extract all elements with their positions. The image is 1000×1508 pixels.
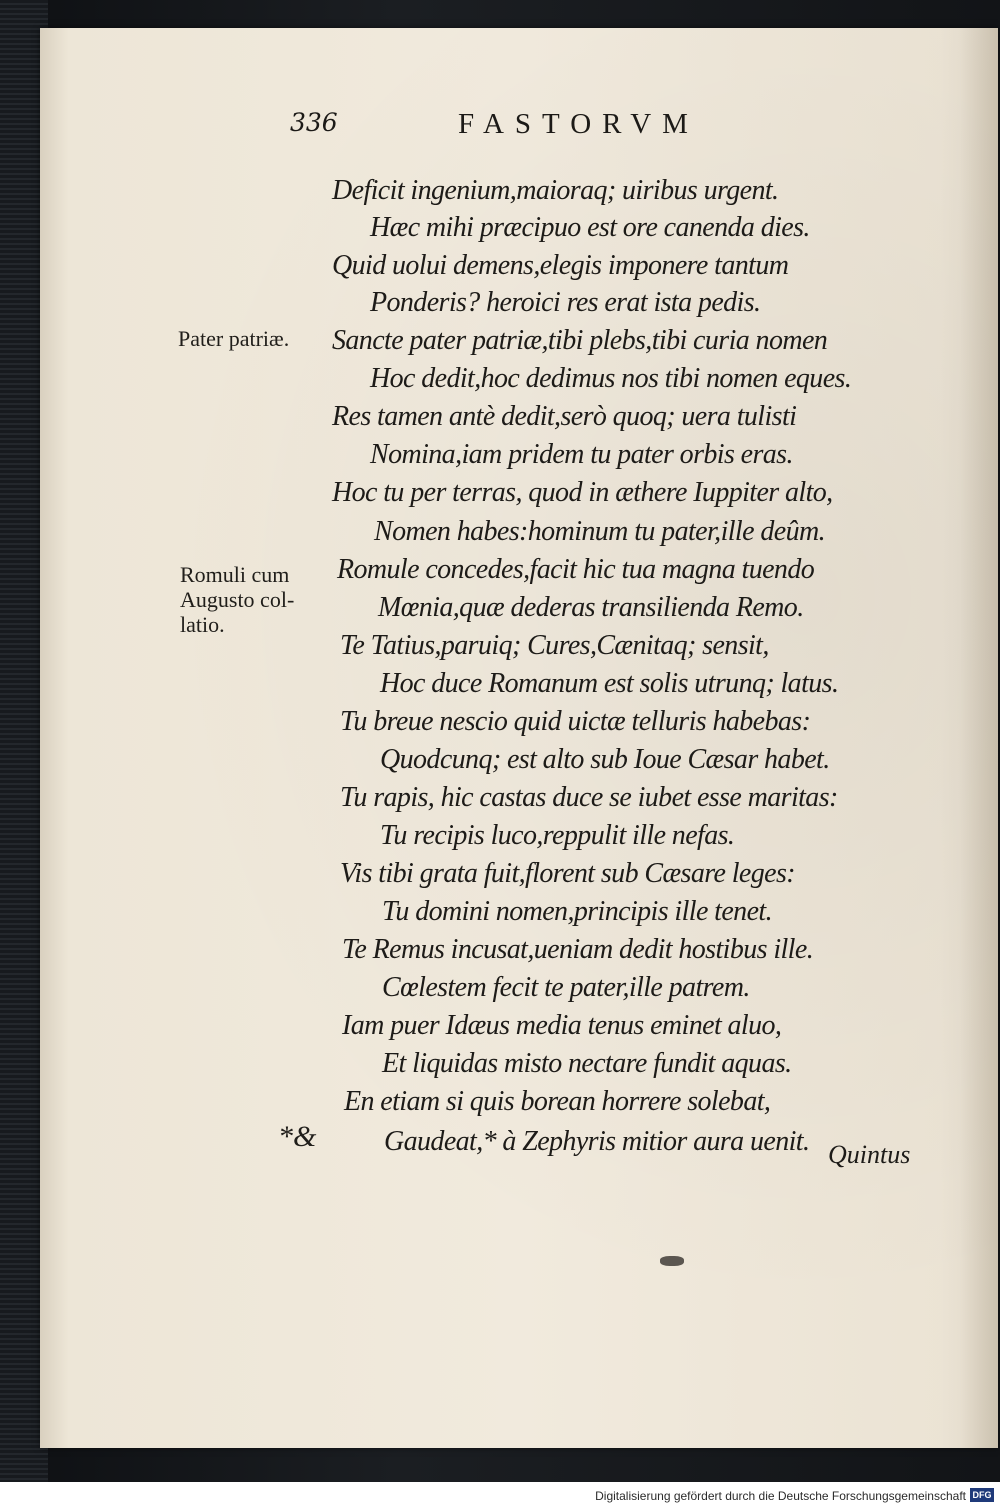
verse-line: Tu breue nescio quid uictæ telluris habebas: [340, 706, 811, 737]
verse-line: Nomen habes:hominum tu pater,ille deûm. [374, 516, 825, 547]
verse-line: Iam puer Idæus media tenus eminet aluo, [342, 1010, 782, 1041]
verse-line: Ponderis? heroici res erat ista pedis. [370, 287, 761, 318]
margin-note-pater-patriae: Pater patriæ. [178, 326, 290, 351]
verse-line: Tu rapis, hic castas duce se iubet esse maritas: [340, 782, 838, 813]
verse-line: Nomina,iam pridem tu pater orbis eras. [370, 439, 793, 470]
ink-blot [660, 1256, 684, 1266]
verse-line: Vis tibi grata fuit,florent sub Cæsare leges: [340, 858, 795, 889]
catchword: Quintus [828, 1140, 911, 1169]
margin-note-line: Romuli cum [180, 562, 290, 587]
verse-line: Cœlestem fecit te pater,ille patrem. [382, 972, 750, 1003]
margin-note-line: latio. [180, 612, 225, 637]
verse-line: Hoc dedit,hoc dedimus nos tibi nomen eques. [370, 363, 852, 394]
margin-note-line: Augusto col- [180, 587, 295, 612]
page-number: 336 [290, 108, 338, 137]
verse-line: Quid uolui demens,elegis imponere tantum [332, 250, 789, 281]
verse-line: Hoc duce Romanum est solis utrunq; latus. [380, 668, 839, 699]
verse-line: Tu domini nomen,principis ille tenet. [382, 896, 772, 927]
dfg-logo-icon: DFG [970, 1488, 994, 1502]
verse-line: Et liquidas misto nectare fundit aquas. [382, 1048, 792, 1079]
verse-line: Tu recipis luco,reppulit ille nefas. [380, 820, 735, 851]
verse-line: Te Tatius,paruiq; Cures,Cænitaq; sensit, [340, 630, 769, 661]
verse-line: Sancte pater patriæ,tibi plebs,tibi curia nomen [332, 325, 828, 356]
margin-note-romuli [180, 562, 294, 637]
verse-line: Quodcunq; est alto sub Ioue Cæsar habet. [380, 744, 830, 775]
verse-line: Te Remus incusat,ueniam dedit hostibus ille. [342, 934, 814, 965]
verse-line: Deficit ingenium,maioraq; uiribus urgent. [332, 175, 779, 206]
verse-line: Hæc mihi præcipuo est ore canenda dies. [370, 212, 810, 243]
verse-line: Hoc tu per terras, quod in æthere Iuppiter alto, [332, 477, 833, 508]
verse-line: Res tamen antè dedit,serò quoq; uera tulisti [332, 401, 797, 432]
page-header [290, 108, 750, 142]
verse-line: Gaudeat,* à Zephyris mitior aura uenit. [384, 1126, 810, 1157]
page-shadow [940, 28, 998, 1448]
verse-line: Mœnia,quæ dederas transilienda Remo. [378, 592, 804, 623]
digitization-credit: Digitalisierung gefördert durch die Deutsche Forschungsgemeinschaft [595, 1489, 966, 1503]
verse-line: Romule concedes,facit hic tua magna tuendo [337, 554, 815, 585]
running-head: FASTORVM [458, 108, 699, 140]
verse-line: En etiam si quis borean horrere solebat, [344, 1086, 771, 1117]
margin-note-asterisk: *& [278, 1120, 317, 1153]
